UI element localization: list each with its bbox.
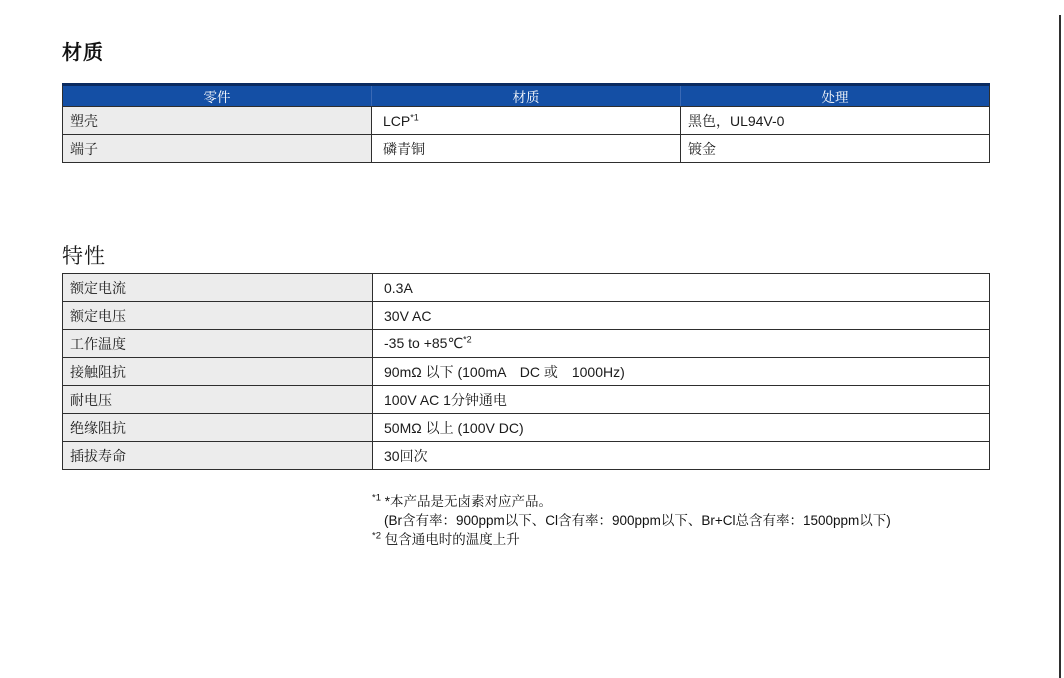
footnote-1 <box>372 492 891 511</box>
table-row <box>63 107 990 135</box>
characteristic-label: 耐电压 <box>63 386 373 414</box>
footnote-marker: *2 <box>463 334 472 345</box>
material-table <box>62 83 990 163</box>
material-row-treatment: 黑色，UL94V-0 <box>680 107 989 135</box>
table-row <box>63 414 990 442</box>
footnote-text: *本产品是无卤素对应产品。 <box>384 494 553 509</box>
characteristic-value: 30回次 <box>384 447 428 464</box>
material-row-treatment: 镀金 <box>680 135 989 163</box>
characteristic-label: 工作温度 <box>63 330 373 358</box>
table-row <box>63 330 990 358</box>
table-row <box>63 442 990 470</box>
characteristics-section-title: 特性 <box>62 245 106 268</box>
footnote-marker: *1 <box>372 492 381 504</box>
table-row <box>63 135 990 163</box>
footnotes <box>372 492 891 549</box>
characteristic-value-cell <box>373 442 990 470</box>
characteristic-label: 额定电压 <box>63 302 373 330</box>
page-edge-line <box>1059 15 1061 678</box>
characteristic-value: 0.3A <box>384 279 413 296</box>
characteristics-table <box>62 273 990 470</box>
characteristic-value-cell <box>373 330 990 358</box>
characteristic-value: 100V AC 1分钟通电 <box>384 391 507 408</box>
material-row-part: 塑壳 <box>63 107 372 135</box>
table-row <box>63 302 990 330</box>
footnote-2 <box>372 530 891 549</box>
material-table-container <box>62 83 990 163</box>
characteristic-value: 30V AC <box>384 307 432 324</box>
characteristic-value-cell <box>373 302 990 330</box>
material-table-header-row <box>63 85 990 107</box>
characteristics-table-container <box>62 273 990 470</box>
characteristic-label: 额定电流 <box>63 274 373 302</box>
material-section-title: 材质 <box>62 42 104 64</box>
material-row-material <box>371 135 680 163</box>
material-value: 磷青铜 <box>382 140 425 157</box>
table-row <box>63 358 990 386</box>
footnote-marker: *2 <box>372 530 381 542</box>
characteristic-value: -35 to +85℃ <box>384 335 464 351</box>
characteristic-value-cell <box>373 358 990 386</box>
material-header-part: 零件 <box>63 85 372 107</box>
material-value: LCP <box>382 112 411 129</box>
material-header-material: 材质 <box>371 85 680 107</box>
material-row-part: 端子 <box>63 135 372 163</box>
characteristic-value-cell <box>373 414 990 442</box>
footnote-text: 包含通电时的温度上升 <box>384 532 520 547</box>
material-header-treatment: 处理 <box>680 85 989 107</box>
material-row-material <box>371 107 680 135</box>
characteristic-label: 接触阻抗 <box>63 358 373 386</box>
characteristic-label: 插拔寿命 <box>63 442 373 470</box>
characteristic-label: 绝缘阻抗 <box>63 414 373 442</box>
characteristic-value: 90mΩ 以下 (100mA DC 或 1000Hz) <box>384 363 625 380</box>
characteristic-value-cell <box>373 386 990 414</box>
characteristic-value: 50MΩ 以上 (100V DC) <box>384 419 524 436</box>
characteristic-value-cell <box>373 274 990 302</box>
footnote-marker: *1 <box>410 111 419 122</box>
table-row <box>63 274 990 302</box>
table-row <box>63 386 990 414</box>
footnote-1-detail: (Br含有率：900ppm以下、Cl含有率：900ppm以下、Br+Cl总含有率：1500ppm以下) <box>384 513 891 528</box>
